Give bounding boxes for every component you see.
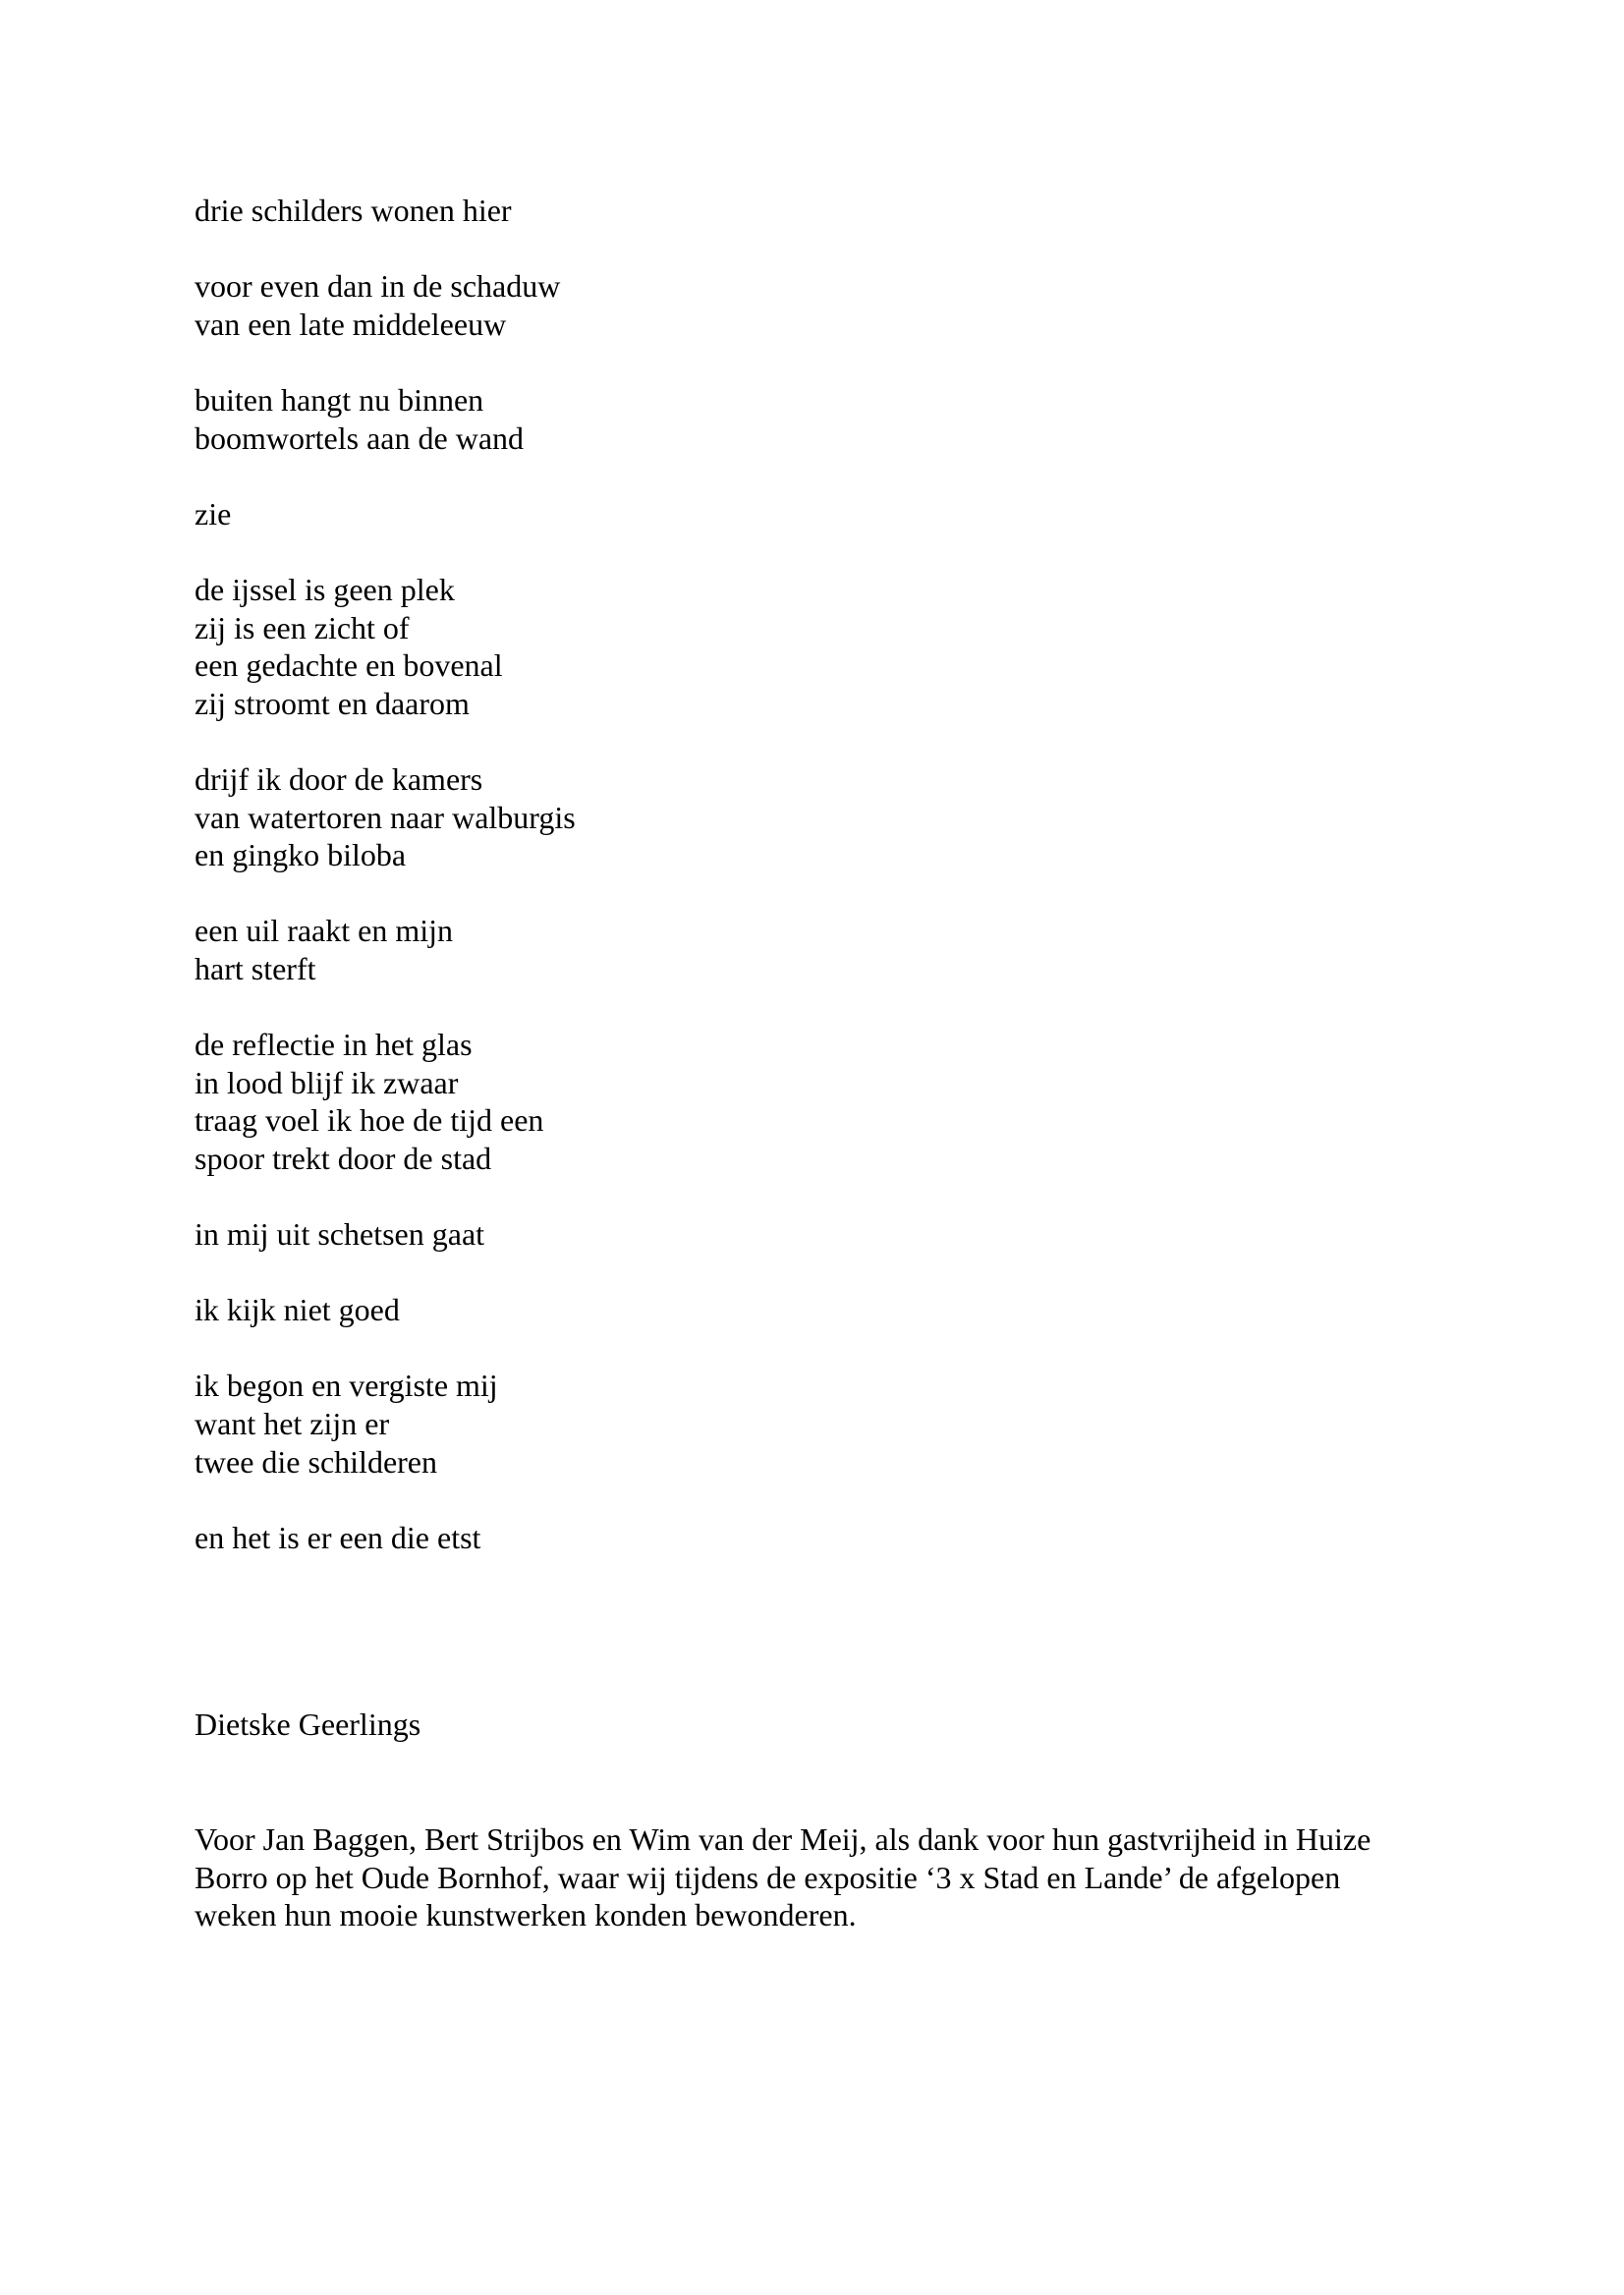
poem-line: drijf ik door de kamers (195, 760, 483, 797)
stanza (195, 192, 1432, 230)
stanza (195, 267, 1432, 343)
poem (195, 192, 1432, 1595)
stanza (195, 1291, 1432, 1329)
poem-line: twee die schilderen (195, 1443, 437, 1480)
poem-line: ik begon en vergiste mij (195, 1368, 498, 1404)
poem-line: ik kijk niet goed (195, 1292, 400, 1328)
dedication-line: Voor Jan Baggen, Bert Strijbos en Wim van der Meij, als dank voor hun gastvrijheid in Huize (195, 1821, 1372, 1857)
poem-line: hart sterft (195, 950, 316, 986)
stanza (195, 495, 1432, 533)
poem-line: van watertoren naar walburgis (195, 799, 576, 835)
stanza (195, 912, 1432, 987)
stanza (195, 381, 1432, 457)
poem-line: spoor trekt door de stad (195, 1140, 492, 1176)
poem-line: want het zijn er (195, 1406, 390, 1441)
stanza (195, 1026, 1432, 1177)
poem-line: voor even dan in de schaduw (195, 268, 561, 305)
poem-line: drie schilders wonen hier (195, 193, 512, 228)
stanza (195, 1519, 1432, 1557)
dedication-line: Borro op het Oude Bornhof, waar wij tijdens de expositie ‘3 x Stad en Lande’ de afgelopen (195, 1859, 1341, 1895)
poem-line: de ijssel is geen plek (195, 571, 455, 607)
poem-line: buiten hangt nu binnen (195, 381, 484, 418)
poem-line: zij is een zicht of (195, 609, 410, 645)
stanza (195, 760, 1432, 874)
poem-line: en het is er een die etst (195, 1519, 481, 1555)
poem-line: in lood blijf ik zwaar (195, 1064, 459, 1100)
poem-line: traag voel ik hoe de tijd een (195, 1102, 544, 1139)
poem-line: van een late middeleeuw (195, 306, 507, 342)
stanza (195, 1215, 1432, 1254)
poem-line: zie (195, 495, 232, 532)
poem-line: boomwortels aan de wand (195, 420, 525, 456)
dedication (195, 1820, 1442, 1934)
dedication-line: weken hun mooie kunstwerken konden bewonderen. (195, 1897, 857, 1933)
poem-line: in mij uit schetsen gaat (195, 1216, 485, 1253)
poem-line: zij stroomt en daarom (195, 685, 470, 721)
stanza (195, 571, 1432, 722)
stanza (195, 1367, 1432, 1481)
author-signature: Dietske Geerlings (195, 1707, 421, 1742)
poem-line: een gedachte en bovenal (195, 647, 503, 684)
poem-line: en gingko biloba (195, 837, 407, 873)
poem-line: een uil raakt en mijn (195, 913, 454, 949)
poem-line: de reflectie in het glas (195, 1027, 473, 1063)
